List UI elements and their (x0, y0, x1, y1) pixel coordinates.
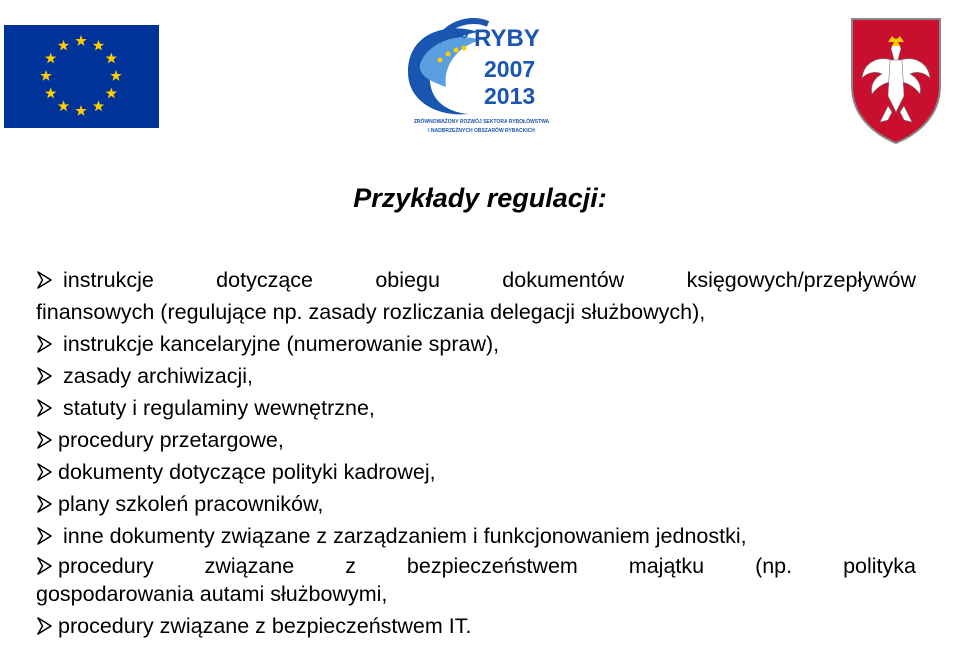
eu-star-icon (106, 53, 117, 64)
list-item-text: inne dokumenty związane z zarządzaniem i funkcjonowaniem jednostki, (63, 524, 747, 548)
bullet-arrow-icon (36, 616, 58, 636)
bullet-arrow-icon (36, 462, 58, 482)
poryby-tagline-1: ZRÓWNOWAŻONY ROZWÓJ SEKTORA RYBOŁÓWSTWA (413, 119, 550, 125)
list-item-text: zasady archiwizacji, (63, 364, 253, 388)
eu-star-icon (40, 70, 51, 81)
list-item (36, 520, 916, 552)
list-item-text: procedury przetargowe, (58, 428, 284, 452)
poryby-year-end: 2013 (484, 83, 536, 109)
eu-star-icon (106, 88, 117, 99)
list-item-text-continued: finansowych (regulujące np. zasady rozliczania delegacji służbowych), (36, 300, 706, 324)
eu-star-icon (93, 100, 104, 111)
bullet-arrow-icon (36, 366, 58, 386)
eu-stars-icon (4, 25, 159, 128)
eagle-icon (848, 16, 944, 146)
list-item (36, 424, 916, 456)
list-item (36, 552, 916, 608)
bullet-arrow-icon (36, 526, 58, 546)
list-item-text-continued: gospodarowania autami służbowymi, (36, 582, 388, 606)
list-item-text: instrukcje dotyczące obiegu dokumentów księgowych/przepływów (63, 268, 916, 292)
eu-star-icon (45, 88, 56, 99)
bullet-arrow-icon (36, 270, 58, 290)
bullet-arrow-icon (36, 334, 58, 354)
eu-star-icon (93, 40, 104, 51)
bullet-arrow-icon (36, 398, 58, 418)
list-item (36, 360, 916, 392)
list-item-text: procedury związane z bezpieczeństwem majątku (np. polityka (58, 554, 916, 578)
poryby-po: PO (450, 26, 469, 41)
list-item (36, 456, 916, 488)
list-item-text: procedury związane z bezpieczeństwem IT. (58, 614, 472, 638)
eu-star-icon (110, 70, 121, 81)
list-item (36, 264, 916, 328)
eu-star-icon (75, 105, 86, 116)
bullet-arrow-icon (36, 430, 58, 450)
eu-flag-logo (4, 25, 159, 128)
list-item (36, 488, 916, 520)
list-item (36, 328, 916, 360)
list-item (36, 392, 916, 424)
eu-star-icon (45, 53, 56, 64)
poryby-year-start: 2007 (484, 56, 536, 82)
regulation-examples-list (36, 264, 916, 642)
list-item-text: plany szkoleń pracowników, (58, 492, 324, 516)
poryby-tagline-2: I NADBRZEŻNYCH OBSZARÓW RYBACKICH (428, 128, 535, 134)
eu-star-icon (58, 100, 69, 111)
list-item-text: dokumenty dotyczące polityki kadrowej, (58, 460, 436, 484)
wielkopolska-coat-of-arms-logo (848, 16, 944, 146)
slide-title: Przykłady regulacji: (353, 183, 607, 213)
list-item (36, 610, 916, 642)
eu-star-icon (58, 40, 69, 51)
bullet-arrow-icon (36, 556, 58, 576)
eu-star-icon (75, 35, 86, 46)
list-item-text: instrukcje kancelaryjne (numerowanie spraw), (63, 332, 500, 356)
bullet-arrow-icon (36, 494, 58, 514)
poryby-ryby: RYBY (474, 25, 540, 52)
po-ryby-logo (388, 2, 575, 145)
list-item-text: statuty i regulaminy wewnętrzne, (63, 396, 375, 420)
